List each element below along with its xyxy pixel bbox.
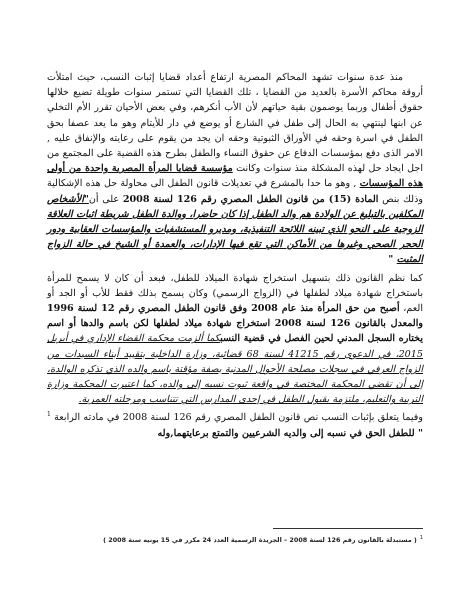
paragraph-1-text-3: على أن [88, 193, 123, 205]
paragraph-1-text: منذ عدة سنوات تشهد المحاكم المصرية ارتفاع أعداد قضايا إثبات النسب، حيث امتلأت أروقة محاكم الأسرة بالعديد من القضايا ، تلك القضايا التي تستمر سنوات طويلة تضيع خلالها حقوق أطفال وربما يوصمون بقية حياتهم لأن الأب أنكرهم، وفي بعض الأحيان تقرر الأم التخلي عن ابنها لينتهي به الحال إلى طفل في الشارع أو يوضع في دار للأيتام وهو ما يعد عصفا بحق الطفل في اسرة وحقه في الأوراق الثبوتية وحقه ان يجد من يقوم على رعايته والإنفاق عليه , الامر الذى دفع بمؤسسات الدفاع عن حقوق النساء والطفل بطرح هذه القضية على المجتمع من اجل ايجاد حل لهذه المشكلة منذ سنوات وكانت [47, 72, 423, 175]
paragraph-3-bold-quote: " للطفل الحق في نسبه إلى والديه الشرعيين والتمتع برعايتهما,وله [157, 427, 423, 439]
paragraph-1-bold-organization: مؤسسة قضايا المرأة المصرية واحدة من أولى هذه المؤسسات [47, 163, 423, 190]
paragraph-2 [47, 271, 423, 408]
paragraph-1-quote-end: " [388, 254, 397, 266]
paragraph-2-bold: أصبح من حق المرأة منذ عام 2008 وفق قانون الطفل المصري رقم 12 لسنة 1996 والمعدل بالقانون 126 لسنة 2008 استخراج شهادة ميلاد لطفلها لكن باسم والدها أو اسم يختاره السجل المدني لحين الفصل في قضية النسب [47, 303, 424, 345]
paragraph-1-bold-article: المادة (15) من قانون الطفل المصري رقم 126 لسنة 2008 [122, 193, 379, 205]
paragraph-2-italic-underlined: كما ألزمت محكمة القضاء الإداري في أبريل 2015، في الدعوى رقم 41215 لسنة 68 قضائية، وزارة الداخلية بتقييد أبناء السيدات من الزواج العرفي في سجلات مصلحة الأحوال المدنية بصفة مؤقتة باسم والده الذي تذكره الوالدة، إلى أن تقضي المحكمة المختصة في واقعة ثبوت نسبه إلى والده، كما اعتبرت المحكمة وزارة التربية والتعليم، ملتزمة بقبول الطفل في إحدى المدارس التي تتناسب ومرحلته العمرية. [47, 333, 423, 406]
paragraph-1-quote: "الأشخاص المكلفين بالتبليغ عن الولادة هم والد الطفل إذا كان حاضرا، ووالدة الطفل شريطة اثبات العلاقة الزوجية على النحو الذي تبينه اللائحة التنفيذية، ومديرو المستشفيات والمؤسسات العقابية ودور الحجر الصحي وغيرها من الأماكن التي تقع فيها الإدارات، والعمدة أو الشيخ في حالة الزواج المثبت [47, 193, 423, 266]
paragraph-3 [47, 410, 423, 440]
footnote-number: 1 [419, 535, 423, 541]
paragraph-3-text: وفيما يتعلق بإثبات النسب نص قانون الطفل المصري رقم 126 لسنة 2008 في مادته الرابعة [50, 412, 423, 424]
document-body [47, 70, 423, 441]
footnote-text: ( مستبدلة بالقانون رقم 126 لسنة 2008 – الجريدة الرسمية العدد 24 مكرر في 15 يونيه سنة 2008 ) [103, 536, 417, 545]
footnote-reference: 1 [47, 411, 51, 419]
footnote [43, 533, 423, 545]
paragraph-1-text-2: , وهو ما حدا بالمشرع في تعديلات قانون الطفل الى محاولة حل هذه الإشكالية وذلك بنص [47, 178, 423, 205]
paragraph-2-text: كما نظم القانون ذلك بتسهيل استخراج شهادة الميلاد للطفل، فبعد أن كان لا يسمح للمرأة باستخراج شهادة ميلاد لطفلها في (الزواج الرسمي) وكان يسمح بذلك فقط للأب أو الجد أو العم، [47, 272, 424, 315]
footnote-separator [273, 528, 423, 529]
paragraph-1 [47, 70, 423, 268]
